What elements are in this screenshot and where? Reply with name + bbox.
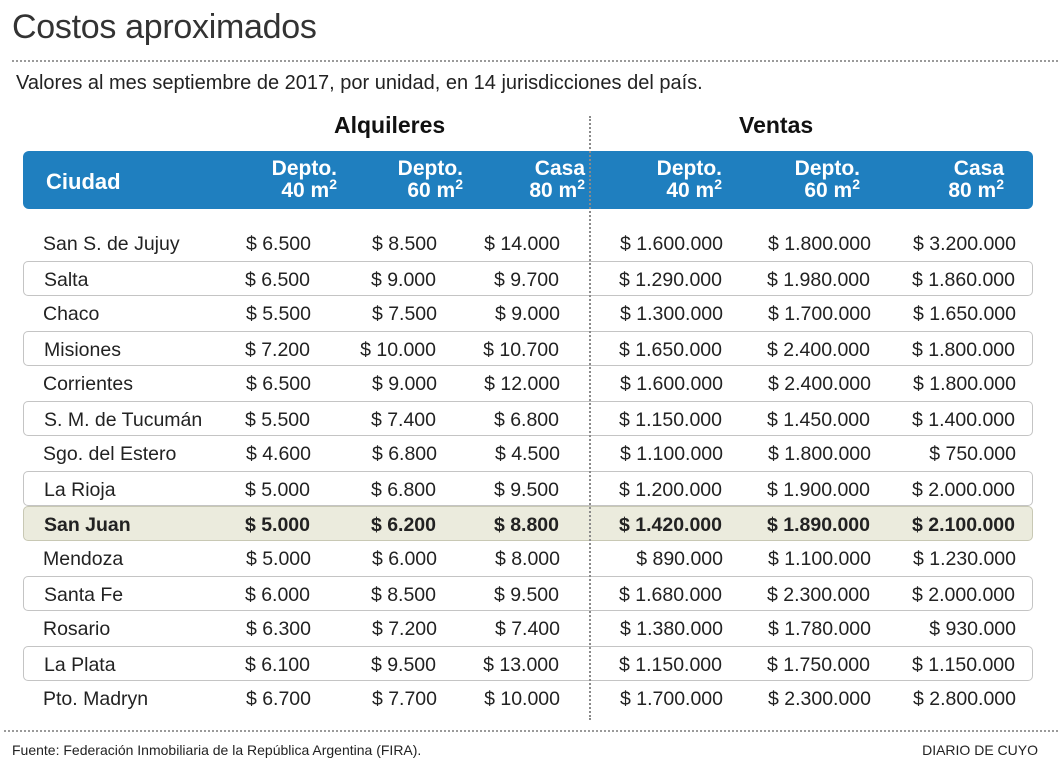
alquiler-casa-80: $ 13.000 xyxy=(483,654,559,676)
table-row xyxy=(23,646,1033,681)
venta-casa-80: $ 2.100.000 xyxy=(911,514,1015,536)
alquiler-depto-40: $ 6.500 xyxy=(245,233,311,255)
group-label-alquileres: Alquileres xyxy=(334,112,446,138)
city-name: Sgo. del Estero xyxy=(43,443,177,465)
alquiler-depto-40: $ 5.500 xyxy=(244,409,310,431)
brand-credit: DIARIO DE CUYO xyxy=(922,742,1038,758)
table-row xyxy=(23,471,1033,506)
venta-depto-60: $ 1.780.000 xyxy=(767,618,871,640)
alquiler-depto-40: $ 6.500 xyxy=(244,269,310,291)
header-venta-casa-80: Casa 80 $m^2$ xyxy=(948,157,1004,202)
city-name: Pto. Madryn xyxy=(43,688,149,710)
table-row xyxy=(23,541,1033,576)
venta-depto-60: $ 2.300.000 xyxy=(767,688,871,710)
alquiler-depto-60: $ 9.500 xyxy=(370,654,436,676)
alquiler-depto-60: $ 8.500 xyxy=(370,584,436,606)
city-name: Rosario xyxy=(43,618,111,640)
venta-depto-40: $ 1.150.000 xyxy=(618,654,722,676)
header-city: Ciudad xyxy=(46,169,121,194)
subtitle: Valores al mes septiembre de 2017, por unidad, en 14 jurisdicciones del país. xyxy=(16,72,703,94)
page-title: Costos aproximados xyxy=(12,8,317,46)
alquiler-casa-80: $ 4.500 xyxy=(494,443,560,465)
city-name: S. M. de Tucumán xyxy=(44,409,203,431)
venta-casa-80: $ 750.000 xyxy=(929,443,1016,465)
venta-depto-40: $ 1.100.000 xyxy=(619,443,723,465)
venta-depto-60: $ 2.400.000 xyxy=(766,339,870,361)
venta-depto-40: $ 890.000 xyxy=(636,548,723,570)
column-group-separator xyxy=(589,116,591,720)
venta-depto-60: $ 1.450.000 xyxy=(766,409,870,431)
alquiler-depto-60: $ 9.000 xyxy=(371,373,437,395)
venta-depto-60: $ 1.800.000 xyxy=(767,233,871,255)
venta-casa-80: $ 1.150.000 xyxy=(911,654,1015,676)
table-row xyxy=(23,296,1033,331)
alquiler-depto-60: $ 6.200 xyxy=(370,514,436,536)
venta-casa-80: $ 1.650.000 xyxy=(912,303,1016,325)
venta-depto-40: $ 1.650.000 xyxy=(618,339,722,361)
alquiler-depto-60: $ 9.000 xyxy=(370,269,436,291)
alquiler-depto-40: $ 6.000 xyxy=(244,584,310,606)
table-row xyxy=(23,261,1033,296)
venta-depto-40: $ 1.300.000 xyxy=(619,303,723,325)
alquiler-depto-40: $ 6.700 xyxy=(245,688,311,710)
table-row xyxy=(23,226,1033,261)
alquiler-casa-80: $ 14.000 xyxy=(484,233,560,255)
venta-casa-80: $ 1.800.000 xyxy=(911,339,1015,361)
alquiler-depto-40: $ 4.600 xyxy=(245,443,311,465)
alquiler-casa-80: $ 10.000 xyxy=(484,688,560,710)
venta-casa-80: $ 2.800.000 xyxy=(912,688,1016,710)
venta-depto-60: $ 1.800.000 xyxy=(767,443,871,465)
table-row xyxy=(23,576,1033,611)
top-divider xyxy=(12,60,1058,62)
alquiler-depto-40: $ 5.500 xyxy=(245,303,311,325)
alquiler-casa-80: $ 6.800 xyxy=(493,409,559,431)
venta-depto-60: $ 1.980.000 xyxy=(766,269,870,291)
venta-casa-80: $ 2.000.000 xyxy=(911,479,1015,501)
alquiler-depto-40: $ 5.000 xyxy=(244,479,310,501)
header-alquiler-casa-80: Casa 80 $m^2$ xyxy=(529,157,585,202)
alquiler-casa-80: $ 9.000 xyxy=(494,303,560,325)
city-name: Chaco xyxy=(43,303,100,325)
group-label-ventas: Ventas xyxy=(739,112,814,138)
alquiler-casa-80: $ 12.000 xyxy=(484,373,560,395)
city-name: San S. de Jujuy xyxy=(43,233,180,255)
alquiler-depto-60: $ 6.800 xyxy=(370,479,436,501)
source-note: Fuente: Federación Inmobiliaria de la República Argentina (FIRA). xyxy=(12,742,422,758)
alquiler-depto-60: $ 6.000 xyxy=(371,548,437,570)
venta-casa-80: $ 1.800.000 xyxy=(912,373,1016,395)
alquiler-depto-60: $ 6.800 xyxy=(371,443,437,465)
venta-depto-40: $ 1.680.000 xyxy=(618,584,722,606)
venta-casa-80: $ 1.860.000 xyxy=(911,269,1015,291)
alquiler-depto-60: $ 10.000 xyxy=(360,339,436,361)
venta-depto-40: $ 1.700.000 xyxy=(619,688,723,710)
venta-depto-40: $ 1.600.000 xyxy=(619,373,723,395)
city-name: San Juan xyxy=(44,514,131,536)
alquiler-depto-60: $ 7.700 xyxy=(371,688,437,710)
alquiler-casa-80: $ 8.800 xyxy=(493,514,559,536)
table-row xyxy=(23,331,1033,366)
header-venta-depto-40: Depto. 40 $m^2$ xyxy=(656,157,722,202)
venta-casa-80: $ 3.200.000 xyxy=(912,233,1016,255)
alquiler-casa-80: $ 9.500 xyxy=(493,584,559,606)
alquiler-casa-80: $ 9.500 xyxy=(493,479,559,501)
venta-depto-60: $ 2.400.000 xyxy=(767,373,871,395)
venta-casa-80: $ 2.000.000 xyxy=(911,584,1015,606)
alquiler-depto-60: $ 7.400 xyxy=(370,409,436,431)
header-alquiler-depto-40: Depto. 40 $m^2$ xyxy=(271,157,337,202)
header-venta-depto-60: Depto. 60 $m^2$ xyxy=(794,157,860,202)
alquiler-depto-60: $ 8.500 xyxy=(371,233,437,255)
venta-depto-60: $ 1.100.000 xyxy=(767,548,871,570)
venta-depto-60: $ 1.900.000 xyxy=(766,479,870,501)
alquiler-depto-40: $ 7.200 xyxy=(244,339,310,361)
venta-casa-80: $ 1.230.000 xyxy=(912,548,1016,570)
venta-depto-40: $ 1.200.000 xyxy=(618,479,722,501)
bottom-divider xyxy=(4,730,1058,732)
venta-depto-60: $ 1.750.000 xyxy=(766,654,870,676)
table-row xyxy=(23,611,1033,646)
alquiler-casa-80: $ 7.400 xyxy=(494,618,560,640)
venta-casa-80: $ 930.000 xyxy=(929,618,1016,640)
city-name: La Rioja xyxy=(44,479,116,501)
city-name: Misiones xyxy=(44,339,121,361)
venta-depto-40: $ 1.150.000 xyxy=(618,409,722,431)
alquiler-depto-40: $ 5.000 xyxy=(245,548,311,570)
alquiler-depto-40: $ 5.000 xyxy=(244,514,310,536)
alquiler-depto-40: $ 6.300 xyxy=(245,618,311,640)
header-alquiler-depto-60: Depto. 60 $m^2$ xyxy=(397,157,463,202)
city-name: Corrientes xyxy=(43,373,133,395)
venta-depto-40: $ 1.290.000 xyxy=(618,269,722,291)
alquiler-depto-60: $ 7.500 xyxy=(371,303,437,325)
city-name: Santa Fe xyxy=(44,584,124,606)
venta-depto-40: $ 1.600.000 xyxy=(619,233,723,255)
venta-depto-40: $ 1.420.000 xyxy=(618,514,722,536)
venta-depto-60: $ 1.700.000 xyxy=(767,303,871,325)
table-header xyxy=(23,151,1033,209)
venta-depto-40: $ 1.380.000 xyxy=(619,618,723,640)
venta-depto-60: $ 2.300.000 xyxy=(766,584,870,606)
alquiler-casa-80: $ 8.000 xyxy=(494,548,560,570)
alquiler-depto-40: $ 6.100 xyxy=(244,654,310,676)
table-row xyxy=(23,366,1033,401)
city-name: La Plata xyxy=(44,654,116,676)
table-row xyxy=(23,436,1033,471)
city-name: Mendoza xyxy=(43,548,124,570)
venta-casa-80: $ 1.400.000 xyxy=(911,409,1015,431)
alquiler-depto-40: $ 6.500 xyxy=(245,373,311,395)
alquiler-depto-60: $ 7.200 xyxy=(371,618,437,640)
alquiler-casa-80: $ 10.700 xyxy=(483,339,559,361)
table-row-highlighted xyxy=(23,506,1033,541)
table-row xyxy=(23,681,1033,716)
table-row xyxy=(23,401,1033,436)
venta-depto-60: $ 1.890.000 xyxy=(766,514,870,536)
alquiler-casa-80: $ 9.700 xyxy=(493,269,559,291)
city-name: Salta xyxy=(44,269,89,291)
